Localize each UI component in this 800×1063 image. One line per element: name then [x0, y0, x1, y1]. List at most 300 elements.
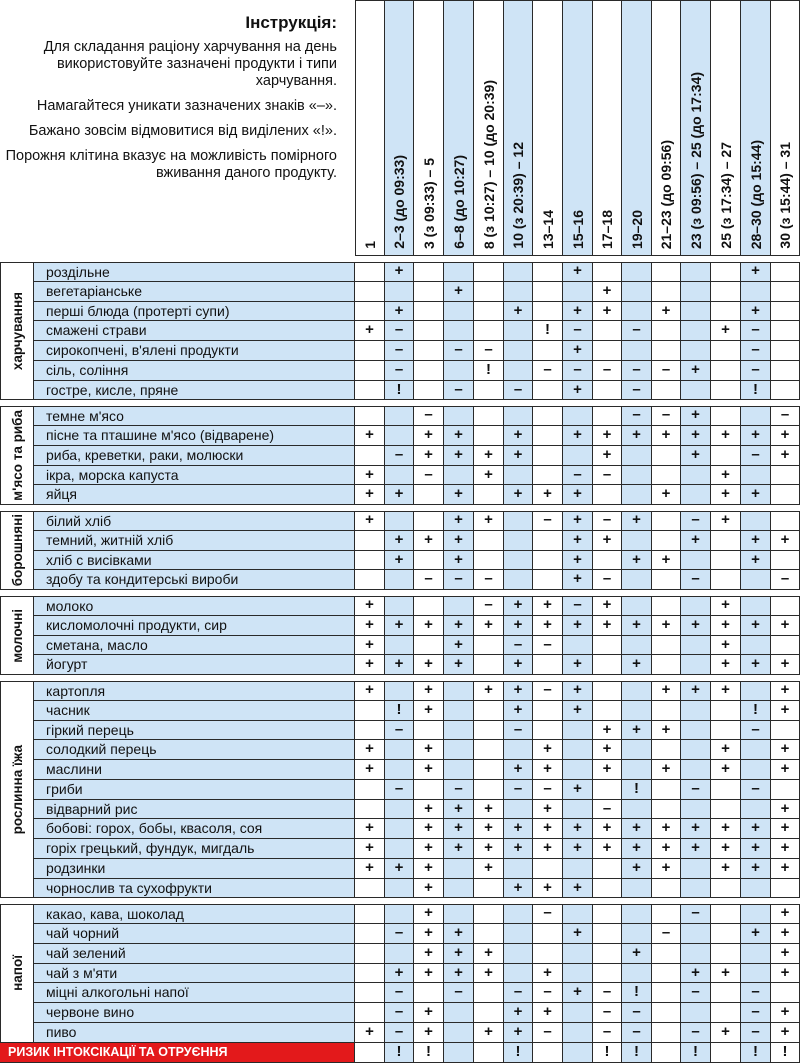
mark-cell: –	[444, 780, 474, 800]
column-header-label: 28–30 (до 15:44)	[747, 139, 764, 249]
column-header	[563, 0, 593, 256]
mark-cell	[593, 655, 622, 675]
group-label	[0, 904, 34, 1042]
mark-cell	[385, 406, 414, 426]
mark-cell: –	[414, 466, 444, 486]
row-label: яйця	[34, 485, 355, 505]
column-header-label: 10 (з 20:39) – 12	[510, 142, 526, 249]
mark-cell	[652, 655, 681, 675]
mark-cell: –	[533, 780, 563, 800]
mark-cell: +	[593, 596, 622, 616]
group-name: харчування	[9, 292, 25, 371]
mark-cell	[414, 596, 444, 616]
mark-cell: +	[741, 859, 771, 879]
group-divider	[652, 681, 681, 682]
mark-cell: –	[385, 321, 414, 341]
mark-cell: +	[563, 924, 593, 944]
mark-cell	[652, 381, 681, 401]
mark-cell: –	[563, 321, 593, 341]
mark-cell	[622, 446, 652, 466]
mark-cell	[504, 531, 533, 551]
mark-cell: +	[444, 616, 474, 636]
mark-cell: +	[414, 1023, 444, 1043]
mark-cell: –	[593, 511, 622, 531]
mark-cell: !	[385, 381, 414, 401]
mark-cell: +	[355, 859, 385, 879]
mark-cell: +	[741, 551, 771, 571]
mark-cell	[474, 780, 504, 800]
mark-cell: +	[622, 551, 652, 571]
mark-cell	[593, 879, 622, 899]
mark-cell: +	[563, 839, 593, 859]
row-label: червоне вино	[34, 1003, 355, 1023]
mark-cell	[504, 551, 533, 571]
mark-cell	[741, 800, 771, 820]
mark-cell: +	[681, 964, 711, 984]
group-label	[0, 262, 34, 400]
mark-cell	[474, 983, 504, 1003]
mark-cell: +	[385, 655, 414, 675]
mark-cell	[385, 879, 414, 899]
mark-cell: +	[355, 681, 385, 701]
mark-cell: +	[741, 531, 771, 551]
group-divider	[533, 904, 563, 905]
mark-cell	[711, 406, 741, 426]
mark-cell	[771, 983, 800, 1003]
mark-cell	[771, 485, 800, 505]
mark-cell: +	[652, 551, 681, 571]
mark-cell: +	[444, 924, 474, 944]
mark-cell: –	[681, 780, 711, 800]
mark-cell	[741, 964, 771, 984]
mark-cell: +	[593, 819, 622, 839]
mark-cell	[355, 944, 385, 964]
mark-cell: +	[652, 819, 681, 839]
mark-cell	[533, 282, 563, 302]
mark-cell	[622, 904, 652, 924]
mark-cell: –	[504, 983, 533, 1003]
mark-cell: !	[504, 1043, 533, 1063]
mark-cell: –	[533, 1023, 563, 1043]
mark-cell	[652, 1003, 681, 1023]
group-divider	[414, 904, 444, 905]
mark-cell	[652, 511, 681, 531]
mark-cell	[533, 944, 563, 964]
group-divider	[474, 681, 504, 682]
group-divider	[711, 406, 741, 407]
mark-cell: +	[385, 302, 414, 322]
group-divider	[385, 904, 414, 905]
mark-cell	[474, 924, 504, 944]
mark-cell: +	[563, 551, 593, 571]
mark-cell: +	[414, 904, 444, 924]
mark-cell: –	[741, 361, 771, 381]
mark-cell	[771, 721, 800, 741]
mark-cell: +	[355, 740, 385, 760]
mark-cell: +	[771, 924, 800, 944]
mark-cell	[741, 740, 771, 760]
mark-cell: +	[711, 740, 741, 760]
mark-cell	[355, 924, 385, 944]
mark-cell	[355, 983, 385, 1003]
group-divider	[474, 262, 504, 263]
mark-cell	[711, 780, 741, 800]
mark-cell	[622, 570, 652, 590]
mark-cell	[355, 551, 385, 571]
row-label: маслини	[34, 760, 355, 780]
mark-cell: +	[355, 616, 385, 636]
group-divider	[652, 596, 681, 597]
mark-cell	[622, 341, 652, 361]
mark-cell: +	[385, 551, 414, 571]
group-divider	[385, 262, 414, 263]
mark-cell: +	[652, 426, 681, 446]
mark-cell: –	[533, 681, 563, 701]
mark-cell: +	[652, 839, 681, 859]
mark-cell	[414, 381, 444, 401]
mark-cell	[414, 262, 444, 282]
group-divider	[444, 596, 474, 597]
mark-cell: !	[385, 701, 414, 721]
mark-cell	[681, 551, 711, 571]
mark-cell: +	[444, 800, 474, 820]
mark-cell	[355, 381, 385, 401]
mark-cell: +	[563, 780, 593, 800]
mark-cell	[444, 681, 474, 701]
mark-cell	[593, 636, 622, 656]
column-header-label: 3 (з 09:33) – 5	[420, 157, 437, 249]
mark-cell: +	[741, 426, 771, 446]
mark-cell	[711, 721, 741, 741]
group-divider	[355, 681, 385, 682]
column-header-label: 6–8 (до 10:27)	[450, 155, 467, 249]
mark-cell: –	[593, 1003, 622, 1023]
mark-cell	[711, 446, 741, 466]
row-label: гостре, кисле, пряне	[34, 381, 355, 401]
column-header-label: 17–18	[599, 210, 615, 249]
row-label: кисломолочні продукти, сир	[34, 616, 355, 636]
row-label: білий хліб	[34, 511, 355, 531]
mark-cell: +	[533, 964, 563, 984]
row-label: перші блюда (протерті супи)	[34, 302, 355, 322]
mark-cell	[533, 570, 563, 590]
mark-cell	[622, 282, 652, 302]
mark-cell: +	[444, 819, 474, 839]
row-label: чорнослив та сухофрукти	[34, 879, 355, 899]
group-divider	[444, 904, 474, 905]
mark-cell: +	[355, 760, 385, 780]
mark-cell: +	[355, 655, 385, 675]
mark-cell: +	[652, 859, 681, 879]
instructions-title: Інструкція:	[245, 13, 337, 32]
mark-cell	[355, 282, 385, 302]
row-label: пиво	[34, 1023, 355, 1043]
mark-cell	[533, 426, 563, 446]
mark-cell: +	[563, 426, 593, 446]
mark-cell: +	[681, 531, 711, 551]
mark-cell: +	[681, 681, 711, 701]
mark-cell: +	[622, 944, 652, 964]
mark-cell	[355, 302, 385, 322]
row-label: часник	[34, 701, 355, 721]
row-label: солодкий перець	[34, 740, 355, 760]
mark-cell: +	[681, 406, 711, 426]
group-divider	[622, 511, 652, 512]
mark-cell	[711, 1003, 741, 1023]
mark-cell: !	[533, 321, 563, 341]
mark-cell: +	[385, 616, 414, 636]
mark-cell	[533, 655, 563, 675]
mark-cell	[385, 740, 414, 760]
mark-cell	[711, 904, 741, 924]
mark-cell	[652, 964, 681, 984]
mark-cell: –	[622, 381, 652, 401]
mark-cell	[711, 570, 741, 590]
mark-cell	[355, 570, 385, 590]
mark-cell	[444, 740, 474, 760]
mark-cell	[593, 381, 622, 401]
mark-cell: +	[474, 511, 504, 531]
mark-cell	[622, 800, 652, 820]
mark-cell: +	[414, 531, 444, 551]
mark-cell	[355, 406, 385, 426]
mark-cell: +	[355, 485, 385, 505]
mark-cell: +	[593, 302, 622, 322]
instructions-paragraph: Для складання раціону харчування на день використовуйте зазначені продукти і типи харчування.	[43, 39, 337, 89]
group-label	[0, 406, 34, 505]
mark-cell: +	[771, 819, 800, 839]
mark-cell	[414, 361, 444, 381]
mark-cell	[533, 406, 563, 426]
mark-cell: –	[652, 406, 681, 426]
group-divider	[741, 681, 771, 682]
mark-cell	[652, 446, 681, 466]
mark-cell: –	[474, 341, 504, 361]
mark-cell	[533, 466, 563, 486]
mark-cell	[593, 262, 622, 282]
mark-cell	[741, 904, 771, 924]
mark-cell: +	[741, 262, 771, 282]
mark-cell	[741, 944, 771, 964]
mark-cell: +	[533, 740, 563, 760]
mark-cell: +	[771, 800, 800, 820]
mark-cell: +	[355, 636, 385, 656]
mark-cell: +	[711, 964, 741, 984]
mark-cell: +	[711, 636, 741, 656]
mark-cell: +	[474, 944, 504, 964]
mark-cell	[711, 551, 741, 571]
mark-cell: +	[414, 616, 444, 636]
mark-cell	[474, 262, 504, 282]
mark-cell: +	[652, 721, 681, 741]
mark-cell	[533, 341, 563, 361]
group-divider	[504, 681, 533, 682]
mark-cell	[652, 531, 681, 551]
risk-label: РИЗИК ІНТОКСІКАЦІЇ ТА ОТРУЄННЯ	[0, 1043, 355, 1063]
group-divider	[652, 406, 681, 407]
mark-cell	[622, 760, 652, 780]
mark-cell: –	[385, 361, 414, 381]
mark-cell	[533, 531, 563, 551]
mark-cell	[385, 466, 414, 486]
group-divider	[681, 262, 711, 263]
mark-cell: –	[741, 446, 771, 466]
row-label: какао, кава, шоколад	[34, 904, 355, 924]
mark-cell: !	[593, 1043, 622, 1063]
mark-cell: –	[593, 1023, 622, 1043]
mark-cell	[533, 302, 563, 322]
row-label: пісне та пташине м'ясо (відварене)	[34, 426, 355, 446]
mark-cell	[652, 904, 681, 924]
mark-cell	[622, 681, 652, 701]
mark-cell	[563, 721, 593, 741]
mark-cell: +	[504, 485, 533, 505]
mark-cell: +	[355, 426, 385, 446]
mark-cell	[444, 596, 474, 616]
mark-cell: +	[681, 819, 711, 839]
mark-cell	[681, 302, 711, 322]
mark-cell	[504, 262, 533, 282]
group-divider	[741, 904, 771, 905]
mark-cell	[652, 701, 681, 721]
mark-cell: +	[771, 964, 800, 984]
mark-cell	[652, 282, 681, 302]
mark-cell	[474, 551, 504, 571]
mark-cell: +	[563, 879, 593, 899]
mark-cell: +	[771, 655, 800, 675]
column-header-label: 19–20	[628, 210, 645, 249]
mark-cell: +	[741, 485, 771, 505]
group-divider	[771, 406, 800, 407]
mark-cell	[711, 924, 741, 944]
mark-cell: +	[711, 426, 741, 446]
mark-cell: +	[355, 596, 385, 616]
mark-cell: !	[474, 361, 504, 381]
mark-cell	[593, 944, 622, 964]
mark-cell	[652, 262, 681, 282]
mark-cell	[504, 341, 533, 361]
mark-cell	[444, 1043, 474, 1063]
mark-cell	[474, 381, 504, 401]
mark-cell: +	[414, 681, 444, 701]
mark-cell	[622, 466, 652, 486]
mark-cell	[385, 800, 414, 820]
mark-cell: +	[444, 446, 474, 466]
column-header-label: 2–3 (до 09:33)	[391, 155, 407, 249]
mark-cell	[385, 760, 414, 780]
mark-cell: –	[504, 636, 533, 656]
mark-cell: !	[681, 1043, 711, 1063]
mark-cell	[771, 551, 800, 571]
instructions-paragraph: Намагайтеся уникати зазначених знаків «–».	[36, 98, 337, 114]
group-name: борошняні	[9, 514, 25, 587]
group-divider	[385, 406, 414, 407]
mark-cell: +	[622, 655, 652, 675]
mark-cell: +	[474, 964, 504, 984]
column-header-label: 21–23 (до 09:56)	[658, 139, 674, 249]
mark-cell: +	[593, 721, 622, 741]
mark-cell: +	[444, 944, 474, 964]
mark-cell: +	[385, 485, 414, 505]
mark-cell	[533, 924, 563, 944]
mark-cell: +	[771, 904, 800, 924]
mark-cell: –	[563, 361, 593, 381]
mark-cell: +	[741, 302, 771, 322]
mark-cell: +	[385, 262, 414, 282]
mark-cell: +	[681, 839, 711, 859]
mark-cell: +	[771, 740, 800, 760]
mark-cell: +	[563, 701, 593, 721]
mark-cell: +	[711, 321, 741, 341]
mark-cell: +	[593, 839, 622, 859]
mark-cell: +	[563, 485, 593, 505]
mark-cell	[474, 426, 504, 446]
mark-cell: +	[355, 839, 385, 859]
mark-cell: !	[741, 1043, 771, 1063]
mark-cell: +	[711, 511, 741, 531]
mark-cell: +	[771, 681, 800, 701]
row-label: роздільне	[34, 262, 355, 282]
mark-cell	[444, 859, 474, 879]
group-divider	[504, 904, 533, 905]
mark-cell: –	[563, 466, 593, 486]
mark-cell: +	[414, 879, 444, 899]
group-divider	[681, 596, 711, 597]
mark-cell: –	[593, 466, 622, 486]
mark-cell	[681, 1003, 711, 1023]
row-label: відварний рис	[34, 800, 355, 820]
group-divider	[385, 511, 414, 512]
mark-cell	[711, 262, 741, 282]
mark-cell	[593, 964, 622, 984]
mark-cell: –	[385, 780, 414, 800]
group-divider	[444, 511, 474, 512]
column-header-label: 8 (з 10:27) – 10 (до 20:39)	[480, 79, 497, 249]
mark-cell: +	[504, 446, 533, 466]
mark-cell: +	[533, 760, 563, 780]
mark-cell	[504, 740, 533, 760]
group-divider	[504, 596, 533, 597]
mark-cell: –	[593, 570, 622, 590]
mark-cell	[414, 341, 444, 361]
mark-cell: +	[622, 721, 652, 741]
mark-cell: +	[504, 681, 533, 701]
mark-cell	[711, 341, 741, 361]
mark-cell: +	[622, 819, 652, 839]
mark-cell: +	[414, 655, 444, 675]
group-divider	[622, 904, 652, 905]
group-name: напої	[9, 955, 25, 992]
mark-cell	[444, 406, 474, 426]
mark-cell	[414, 511, 444, 531]
mark-cell	[622, 596, 652, 616]
mark-cell: +	[444, 485, 474, 505]
mark-cell: +	[711, 681, 741, 701]
mark-cell: +	[771, 446, 800, 466]
mark-cell: +	[563, 381, 593, 401]
mark-cell	[414, 282, 444, 302]
mark-cell: –	[681, 1023, 711, 1043]
mark-cell: –	[681, 983, 711, 1003]
column-header	[414, 0, 444, 256]
mark-cell: !	[385, 1043, 414, 1063]
mark-cell: +	[593, 740, 622, 760]
group-divider	[414, 681, 444, 682]
mark-cell	[385, 636, 414, 656]
mark-cell	[741, 511, 771, 531]
mark-cell: +	[355, 511, 385, 531]
mark-cell	[355, 446, 385, 466]
